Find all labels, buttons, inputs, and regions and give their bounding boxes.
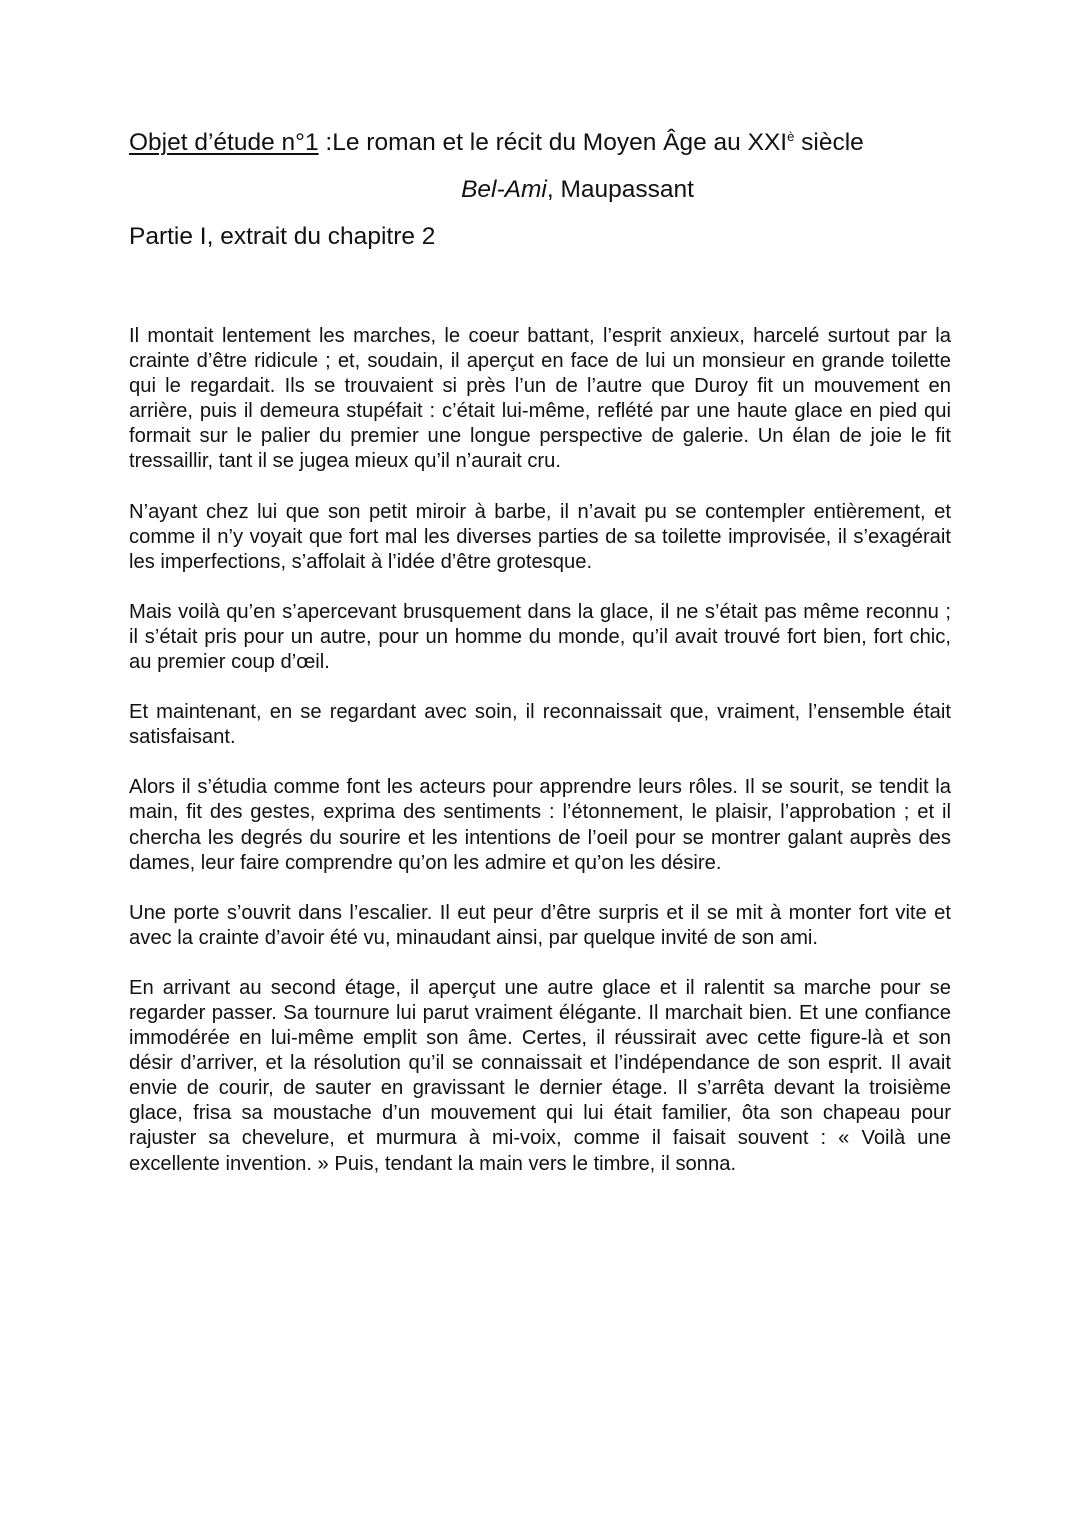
study-object-title-end: siècle — [794, 129, 864, 156]
work-title: Bel-Ami — [461, 176, 547, 203]
work-heading — [129, 175, 951, 205]
study-object-label: Objet d’étude n°1 — [129, 129, 319, 156]
work-author: , Maupassant — [546, 176, 694, 203]
paragraph: En arrivant au second étage, il aperçut une autre glace et il ralentit sa marche pour se regarder passer. Sa tournure lui parut vraiment élégante. Il marchait bien. Et une confiance immodérée en lui-même emplit son âme. Certes, il réussirait avec cette figure-là et son désir d’arriver, et la résolution qu’il se connaissait et l’indépendance de son esprit. Il avait envie de courir, de sauter en gravissant le dernier étage. Il s’arrêta devant la troisième glace, frisa sa moustache d’un mouvement qui lui était familier, ôta son chapeau pour rajuster sa chevelure, et murmura à mi-voix, comme il faisait souvent : « Voilà une excellente invention. » Puis, tendant la main vers le timbre, il sonna. — [129, 976, 951, 1175]
paragraph: Alors il s’étudia comme font les acteurs pour apprendre leurs rôles. Il se sourit, se tendit la main, fit des gestes, exprima des sentiments : l’étonnement, le plaisir, l’approbation ; et il chercha les degrés du sourire et les intentions de l’oeil pour se montrer galant auprès des dames, leur faire comprendre qu’on les admire et qu’on les désire. — [129, 776, 951, 874]
study-object-title: :Le roman et le récit du Moyen Âge au XXI — [318, 129, 788, 156]
century-superscript: è — [787, 129, 795, 144]
excerpt-body — [129, 324, 951, 1202]
paragraph: Et maintenant, en se regardant avec soin, il reconnaissait que, vraiment, l’ensemble était satisfaisant. — [129, 701, 951, 749]
study-object-heading — [129, 128, 864, 158]
paragraph: Il montait lentement les marches, le coeur battant, l’esprit anxieux, harcelé surtout par la crainte d’être ridicule ; et, soudain, il aperçut en face de lui un monsieur en grande toilette qui le regardait. Ils se trouvaient si près l’un de l’autre que Duroy fit un mouvement en arrière, puis il demeura stupéfait : c’était lui-même, reflété par une haute glace en pied qui formait sur le palier du premier une longue perspective de galerie. Un élan de joie le fit tressaillir, tant il se jugea mieux qu’il n’aurait cru. — [129, 325, 951, 473]
paragraph: Une porte s’ouvrit dans l’escalier. Il eut peur d’être surpris et il se mit à monter fort vite et avec la crainte d’avoir été vu, minaudant ainsi, par quelque invité de son ami. — [129, 901, 951, 949]
paragraph: Mais voilà qu’en s’apercevant brusquement dans la glace, il ne s’était pas même reconnu ; il s’était pris pour un autre, pour un homme du monde, qu’il avait trouvé fort bien, fort chic, au premier coup d’œil. — [129, 600, 951, 674]
excerpt-label: Partie I, extrait du chapitre 2 — [129, 223, 436, 250]
paragraph: N’ayant chez lui que son petit miroir à barbe, il n’avait pu se contempler entièrement, et comme il n’y voyait que fort mal les diverses parties de sa toilette improvisée, il s’exagérait les imperfections, s’affolait à l’idée d’être grotesque. — [129, 500, 951, 573]
